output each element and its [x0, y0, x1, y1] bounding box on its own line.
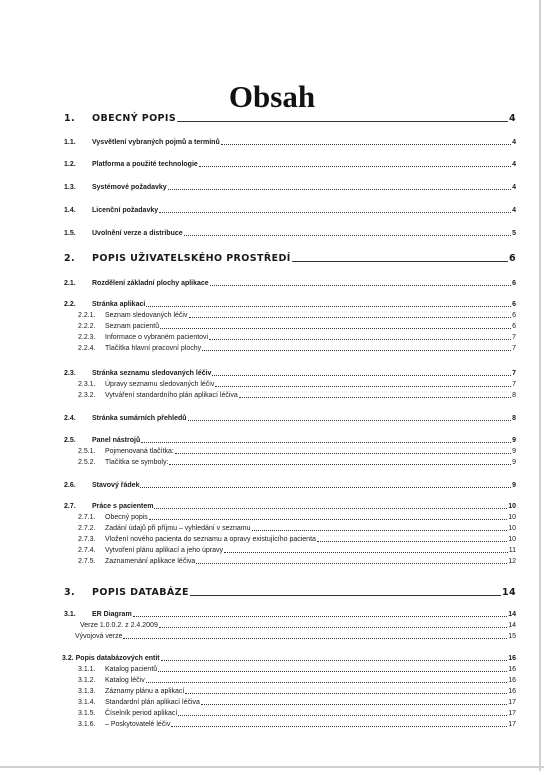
toc-entry[interactable]	[0, 252, 544, 264]
toc-leader-dots	[317, 541, 507, 542]
toc-entry-page-number: 16	[508, 677, 516, 684]
toc-entry-page-number: 4	[512, 139, 516, 146]
toc-entry-number: 3.1.	[64, 611, 76, 618]
toc-entry-page-number: 16	[508, 688, 516, 695]
toc-leader-dots	[123, 638, 507, 639]
toc-entry-page-number: 9	[512, 437, 516, 444]
toc-entry-page-number: 6	[508, 253, 516, 264]
toc-entry[interactable]	[0, 341, 544, 353]
toc-entry-number: 1.2.	[64, 161, 76, 168]
toc-leader-dots	[189, 317, 512, 318]
toc-entry-title: Stavový řádek	[92, 482, 140, 489]
toc-entry-number: 3.	[64, 587, 76, 598]
toc-leader-dots	[239, 397, 511, 398]
toc-leader-dots	[133, 616, 508, 617]
toc-entry-number: 2.2.4.	[78, 345, 96, 352]
toc-entry-title: Katalog léčiv	[105, 677, 145, 684]
toc-entry-title: Pojmenovaná tlačítka:	[105, 448, 174, 455]
toc-entry-page-number: 16	[508, 666, 516, 673]
toc-entry-number: 2.3.	[64, 370, 76, 377]
toc-entry-number: 2.5.2.	[78, 459, 96, 466]
toc-entry-page-number: 7	[512, 334, 516, 341]
toc-entry-number: 3.1.6.	[78, 721, 96, 728]
toc-leader-dots	[169, 464, 511, 465]
toc-entry[interactable]	[0, 135, 544, 147]
toc-leader-dots	[140, 487, 511, 488]
toc-entry-number: 1.3.	[64, 184, 76, 191]
toc-entry-number: 2.5.	[64, 437, 76, 444]
toc-entry-number: 2.	[64, 253, 76, 264]
toc-entry-number: 2.7.	[64, 503, 76, 510]
toc-entry-page-number: 11	[508, 547, 516, 554]
toc-entry-title: POPIS UŽIVATELSKÉHO PROSTŘEDÍ	[92, 253, 291, 264]
toc-leader-dots	[175, 453, 511, 454]
toc-entry[interactable]	[0, 226, 544, 238]
toc-entry-page-number: 12	[508, 558, 516, 565]
toc-entry-title: Seznam pacientů	[105, 323, 160, 330]
toc-entry-page-number: 6	[512, 312, 516, 319]
toc-leader-dots	[188, 420, 512, 421]
toc-entry-page-number: 7	[512, 381, 516, 388]
toc-leader-dots	[252, 530, 508, 531]
toc-entry-page-number: 4	[512, 207, 516, 214]
toc-entry-page-number: 4	[512, 161, 516, 168]
toc-entry-number: 2.7.5.	[78, 558, 96, 565]
toc-entry-title: Standardní plán aplikací léčiva	[105, 699, 200, 706]
toc-entry-page-number: 5	[512, 230, 516, 237]
toc-entry[interactable]	[0, 276, 544, 288]
toc-entry-title: Vložení nového pacienta do seznamu a opravy existujícího pacienta	[105, 536, 316, 543]
toc-entry[interactable]	[0, 180, 544, 192]
toc-entry-title: OBECNÝ POPIS	[92, 113, 177, 124]
toc-entry-page-number: 7	[512, 370, 516, 377]
toc-entry-number: 3.1.4.	[78, 699, 96, 706]
toc-entry-number: 1.	[64, 113, 76, 124]
toc-entry-number: 2.5.1.	[78, 448, 96, 455]
toc-entry-number: 3.1.5.	[78, 710, 96, 717]
toc-entry-page-number: 4	[508, 113, 516, 124]
toc-entry-page-number: 4	[512, 184, 516, 191]
toc-entry-title: Vytvoření plánu aplikací a jeho úpravy	[105, 547, 224, 554]
toc-entry-title: Licenční požadavky	[92, 207, 159, 214]
toc-entry[interactable]	[0, 388, 544, 400]
toc-leader-dots	[184, 235, 511, 236]
toc-entry[interactable]	[0, 112, 544, 124]
toc-leader-dots	[190, 595, 501, 596]
toc-entry-title: ER Diagram	[92, 611, 132, 618]
toc-leader-dots	[212, 375, 511, 376]
toc-entry-title: – Poskytovatelé léčiv	[105, 721, 171, 728]
toc-entry[interactable]	[0, 586, 544, 598]
toc-entry-number: 2.7.4.	[78, 547, 96, 554]
toc-entry-page-number: 10	[508, 536, 516, 543]
toc-leader-dots	[202, 350, 511, 351]
toc-entry-page-number: 14	[508, 611, 516, 618]
toc-leader-dots	[159, 212, 511, 213]
toc-entry-number: 2.6.	[64, 482, 76, 489]
toc-entry-title: Platforma a použité technologie	[92, 161, 198, 168]
toc-entry-number: 1.1.	[64, 139, 76, 146]
toc-entry-page-number: 10	[508, 525, 516, 532]
toc-entry-title: Záznamy plánu a aplikací	[105, 688, 185, 695]
toc-entry-page-number: 10	[508, 514, 516, 521]
toc-entry-page-number: 15	[508, 633, 516, 640]
toc-leader-dots	[146, 306, 511, 307]
toc-entry-number: 1.5.	[64, 230, 76, 237]
toc-entry-title: POPIS DATABÁZE	[92, 587, 189, 598]
toc-entry-page-number: 9	[512, 448, 516, 455]
toc-leader-dots	[209, 339, 511, 340]
toc-entry[interactable]	[0, 554, 544, 566]
toc-entry-page-number: 8	[512, 392, 516, 399]
toc-leader-dots	[221, 144, 511, 145]
toc-leader-dots	[224, 552, 508, 553]
toc-entry-title: Rozdělení základní plochy aplikace	[92, 280, 209, 287]
toc-entry-number: 2.2.	[64, 301, 76, 308]
toc-leader-dots	[196, 563, 507, 564]
toc-entry-title: Vysvětlení vybraných pojmů a termínů	[92, 139, 220, 146]
toc-entry-number: 3.1.1.	[78, 666, 96, 673]
toc-leader-dots	[215, 386, 511, 387]
toc-leader-dots	[168, 189, 511, 190]
toc-leader-dots	[292, 261, 508, 262]
toc-entry-number: 2.2.1.	[78, 312, 96, 319]
toc-leader-dots	[201, 704, 507, 705]
toc-entry-page-number: 9	[512, 459, 516, 466]
toc-entry-page-number: 17	[508, 721, 516, 728]
toc-entry-page-number: 6	[512, 323, 516, 330]
toc-entry-page-number: 8	[512, 415, 516, 422]
toc-entry-title: Tlačítka se symboly:	[105, 459, 169, 466]
toc-entry-title: Verze 1.0.0.2. z 2.4.2009	[80, 622, 158, 629]
toc-entry-number: 2.7.2.	[78, 525, 96, 532]
toc-entry-page-number: 10	[508, 503, 516, 510]
toc-entry-title: Tlačítka hlavní pracovní plochy	[105, 345, 202, 352]
toc-leader-dots	[161, 660, 508, 661]
toc-leader-dots	[171, 726, 507, 727]
toc-entry-title: 3.2. Popis databázových entit	[62, 655, 160, 662]
toc-entry-title: Vývojová verze	[75, 633, 123, 640]
toc-entry-number: 2.2.2.	[78, 323, 96, 330]
toc-entry-number: 3.1.3.	[78, 688, 96, 695]
toc-entry[interactable]	[0, 203, 544, 215]
toc-leader-dots	[149, 519, 507, 520]
toc-entry[interactable]	[0, 455, 544, 467]
toc-entry-title: Stránka aplikací	[92, 301, 146, 308]
toc-entry-title: Systémové požadavky	[92, 184, 167, 191]
toc-entry-title: Práce s pacientem	[92, 503, 154, 510]
toc-entry-page-number: 17	[508, 710, 516, 717]
toc-entry-title: Katalog pacientů	[105, 666, 158, 673]
toc-entry-title: Obecný popis	[105, 514, 148, 521]
toc-entry-number: 2.1.	[64, 280, 76, 287]
toc-leader-dots	[158, 671, 507, 672]
toc-entry-number: 2.3.1.	[78, 381, 96, 388]
toc-leader-dots	[146, 682, 508, 683]
toc-entry-page-number: 17	[508, 699, 516, 706]
toc-entry-number: 1.4.	[64, 207, 76, 214]
toc-leader-dots	[199, 166, 511, 167]
toc-entry-title: Uvolnění verze a distribuce	[92, 230, 183, 237]
page-title: Obsah	[228, 78, 316, 114]
toc-entry-title: Vytváření standardního plán aplikací léčiva	[105, 392, 238, 399]
toc-entry-page-number: 14	[501, 587, 516, 598]
toc-entry-number: 2.2.3.	[78, 334, 96, 341]
toc-entry-page-number: 7	[512, 345, 516, 352]
toc-leader-dots	[210, 285, 511, 286]
toc-entry-title: Stránka seznamu sledovaných léčiv	[92, 370, 212, 377]
toc-entry-title: Zaznamenání aplikace léčiva	[105, 558, 196, 565]
toc-entry-number: 2.7.3.	[78, 536, 96, 543]
toc-leader-dots	[177, 121, 508, 122]
toc-entry-page-number: 6	[512, 280, 516, 287]
toc-entry[interactable]	[0, 157, 544, 169]
toc-entry[interactable]	[0, 717, 544, 729]
toc-entry-page-number: 9	[512, 482, 516, 489]
toc-leader-dots	[154, 508, 507, 509]
toc-entry[interactable]	[0, 411, 544, 423]
toc-leader-dots	[141, 442, 511, 443]
toc-entry[interactable]	[0, 478, 544, 490]
toc-entry-title: Stránka sumárních přehledů	[92, 415, 187, 422]
toc-entry-page-number: 6	[512, 301, 516, 308]
toc-entry-number: 3.1.2.	[78, 677, 96, 684]
toc-entry-number: 2.3.2.	[78, 392, 96, 399]
toc-leader-dots	[159, 627, 507, 628]
toc-leader-dots	[160, 328, 511, 329]
toc-entry-title: Zadání údajů při příjmu – vyhledání v seznamu	[105, 525, 251, 532]
toc-leader-dots	[178, 715, 507, 716]
toc-entry-page-number: 16	[508, 655, 516, 662]
toc-entry[interactable]	[0, 629, 544, 641]
toc-entry-page-number: 14	[508, 622, 516, 629]
toc-entry-number: 2.7.1.	[78, 514, 96, 521]
toc-entry-number: 2.4.	[64, 415, 76, 422]
toc-leader-dots	[185, 693, 507, 694]
toc-entry-title: Panel nástrojů	[92, 437, 141, 444]
toc-entry-title: Číselník period aplikací	[105, 710, 178, 717]
toc-entry-title: Úpravy seznamu sledovaných léčiv	[105, 381, 215, 388]
toc-entry-title: Seznam sledovaných léčiv	[105, 312, 188, 319]
toc-entry-title: Informace o vybraném pacientovi	[105, 334, 209, 341]
